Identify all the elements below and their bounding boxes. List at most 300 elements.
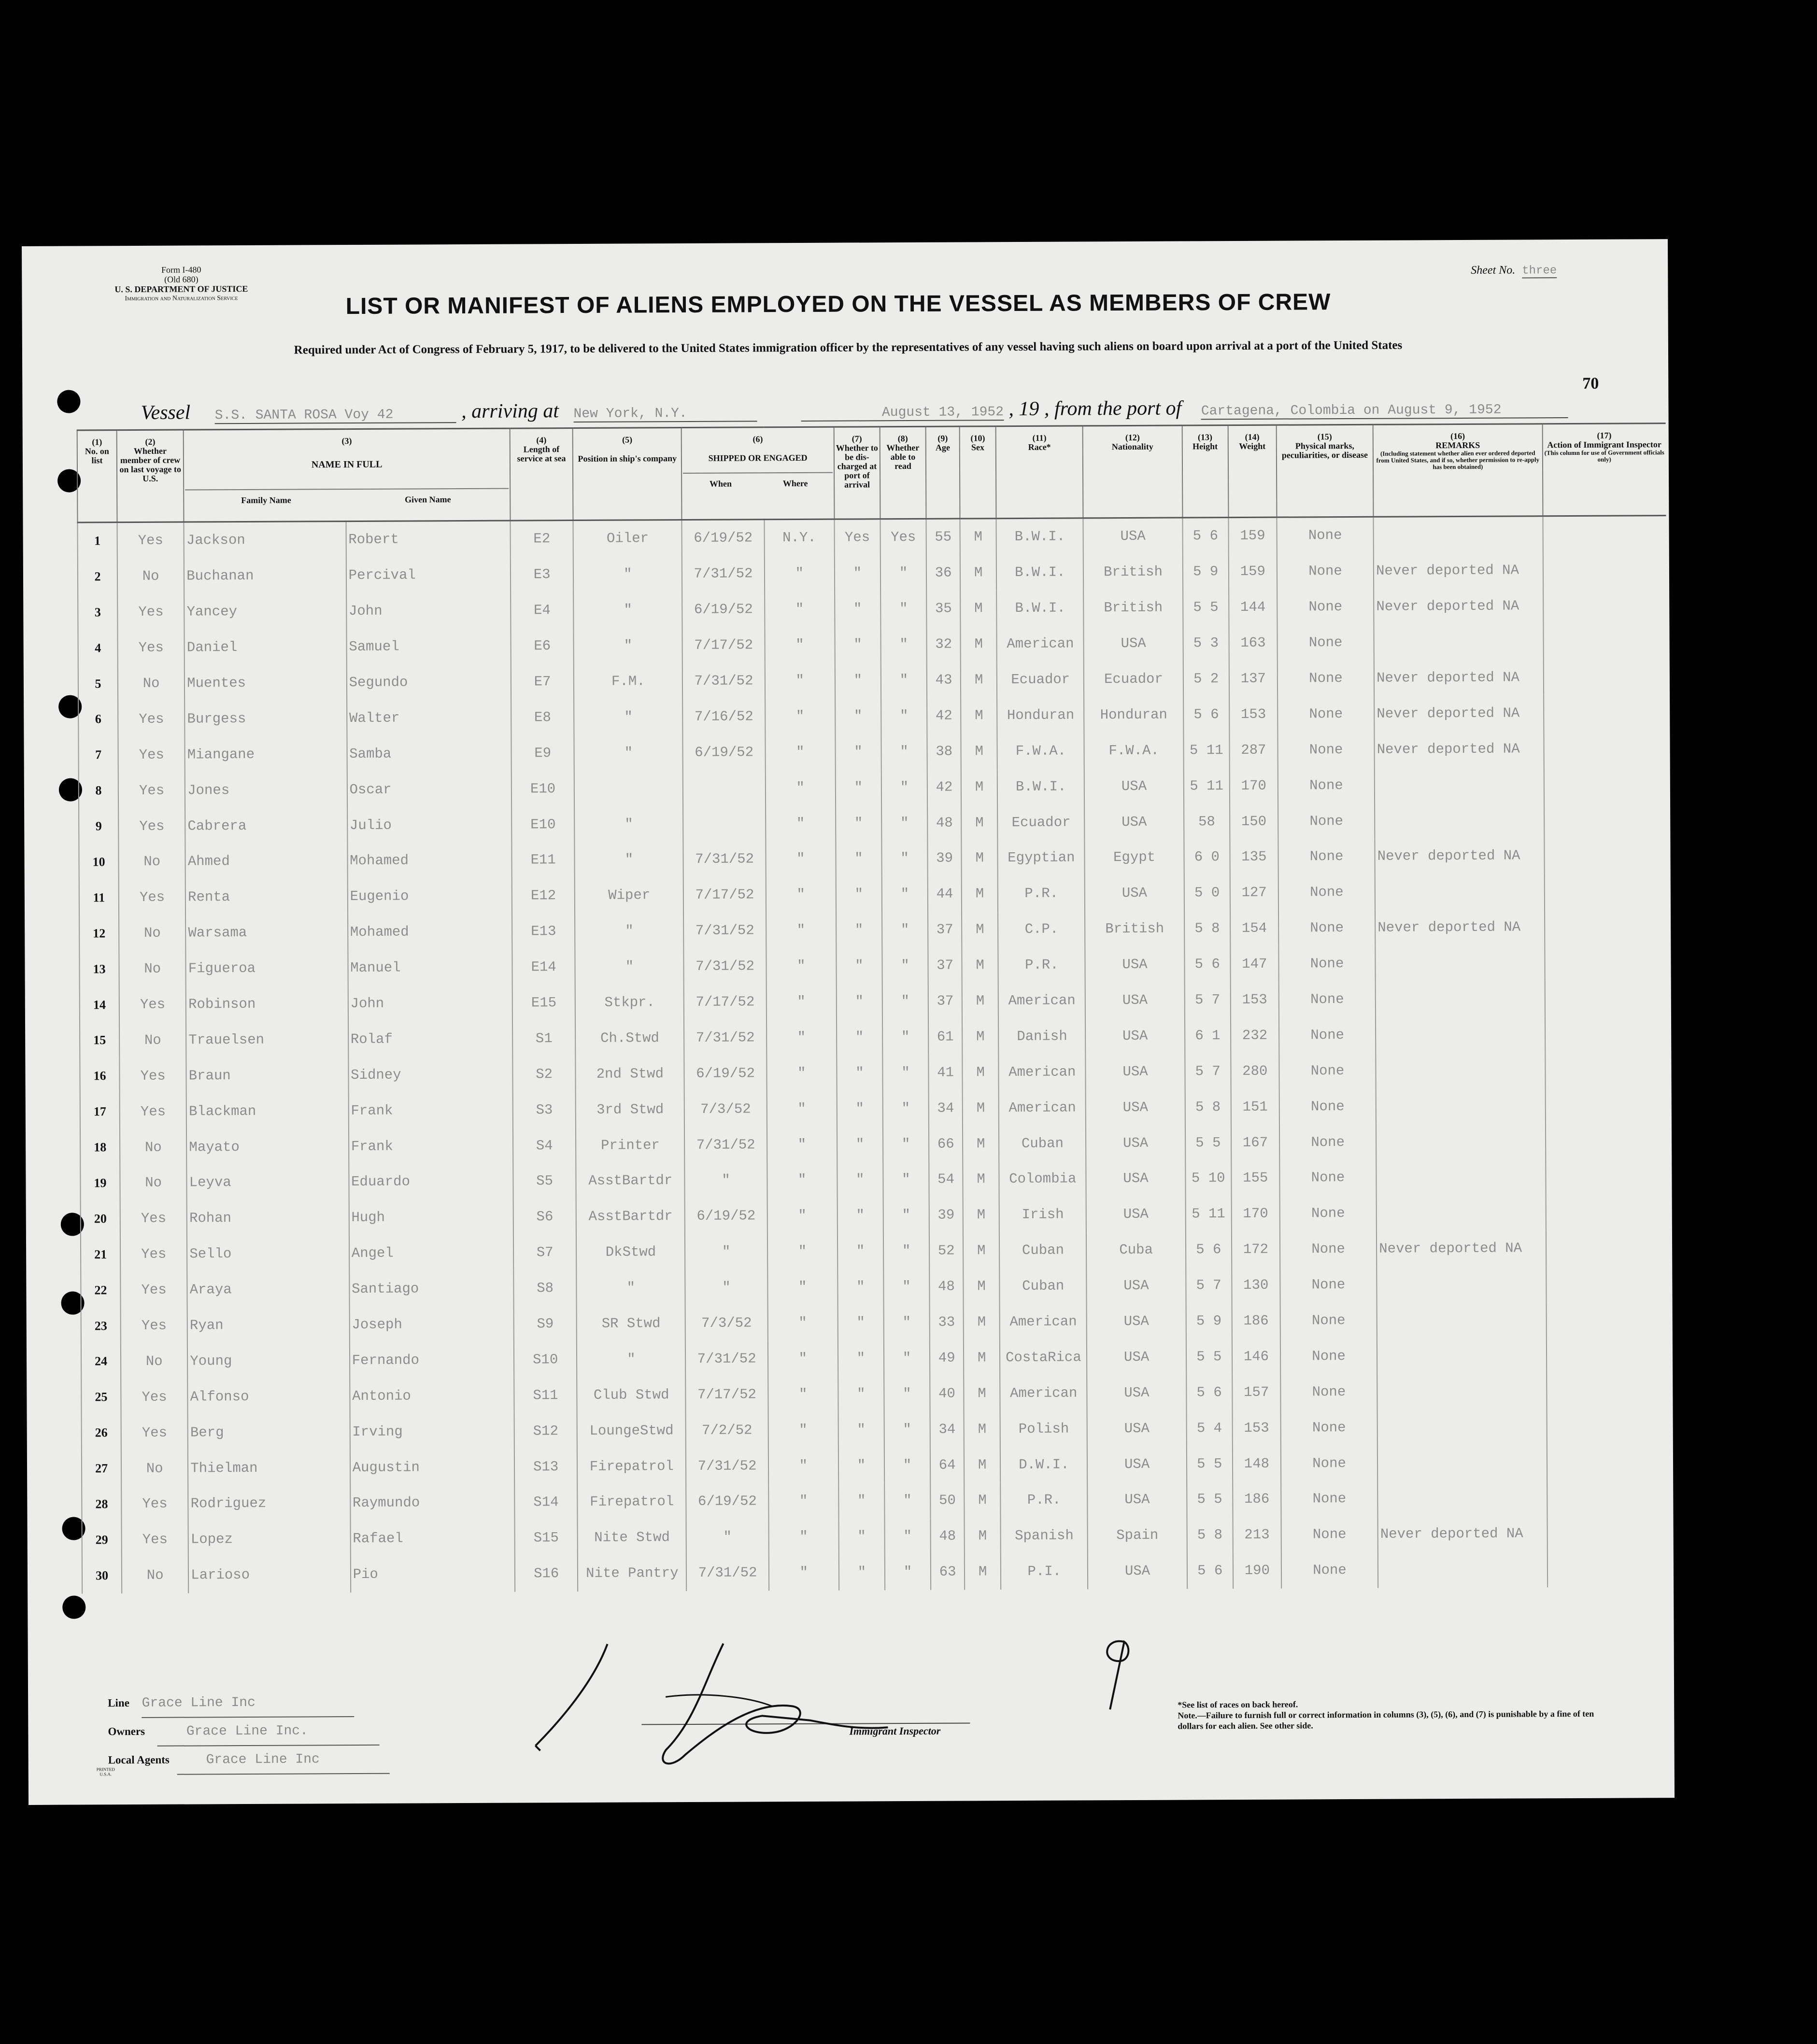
cell-sex: M bbox=[960, 555, 996, 591]
cell-where: " bbox=[765, 770, 835, 806]
note-label: Note. bbox=[1178, 1710, 1197, 1720]
cell-marks: None bbox=[1278, 803, 1375, 839]
vessel-name: S.S. SANTA ROSA Voy 42 bbox=[215, 407, 456, 424]
cell-read: " bbox=[883, 1162, 929, 1198]
cell-remarks bbox=[1374, 624, 1544, 660]
cell-marks: None bbox=[1279, 1088, 1377, 1125]
cell-nat: USA bbox=[1087, 1268, 1186, 1304]
cell-no: 26 bbox=[82, 1415, 121, 1451]
cell-read: " bbox=[884, 1376, 930, 1411]
cell-age: 61 bbox=[928, 1019, 962, 1055]
cell-age: 32 bbox=[927, 626, 961, 662]
cell-member: No bbox=[118, 844, 185, 880]
footer-block bbox=[108, 1689, 390, 1776]
punch-hole bbox=[62, 1595, 85, 1619]
cell-action bbox=[1545, 909, 1668, 945]
cell-no: 17 bbox=[80, 1094, 120, 1129]
cell-sex: M bbox=[961, 626, 997, 662]
cell-disch: " bbox=[836, 841, 881, 876]
cell-family: Cabrera bbox=[185, 807, 347, 844]
cell-when: 7/17/52 bbox=[686, 1377, 768, 1413]
cell-given: Manuel bbox=[348, 949, 512, 986]
cell-height: 5 8 bbox=[1185, 1089, 1231, 1125]
cell-age: 39 bbox=[929, 1197, 963, 1233]
crew-manifest-table bbox=[77, 423, 1671, 1593]
col-age: (9) Age bbox=[926, 426, 960, 519]
cell-given: John bbox=[348, 985, 512, 1021]
cell-disch: " bbox=[838, 1269, 883, 1305]
cell-position: " bbox=[575, 913, 684, 949]
cell-read: " bbox=[884, 1447, 930, 1483]
cell-read: " bbox=[883, 1233, 929, 1269]
cell-nat: USA bbox=[1086, 1054, 1185, 1090]
cell-marks: None bbox=[1277, 553, 1374, 590]
cell-service: E6 bbox=[511, 628, 574, 664]
cell-height: 5 6 bbox=[1187, 1553, 1233, 1589]
cell-disch: " bbox=[838, 1411, 884, 1447]
sheet-label: Sheet No. bbox=[1471, 264, 1516, 277]
cell-family: Lopez bbox=[188, 1521, 351, 1557]
cell-age: 37 bbox=[928, 947, 962, 983]
cell-no: 4 bbox=[78, 630, 117, 666]
cell-read: " bbox=[881, 662, 927, 698]
cell-given: Oscar bbox=[347, 771, 511, 807]
cell-when: 7/31/52 bbox=[685, 1341, 768, 1377]
cell-given: Julio bbox=[347, 807, 512, 843]
cell-member: Yes bbox=[121, 1415, 188, 1451]
cell-nat: USA bbox=[1086, 1161, 1186, 1197]
cell-member: Yes bbox=[117, 594, 184, 630]
cell-action bbox=[1544, 873, 1668, 909]
cell-service: S10 bbox=[514, 1341, 577, 1377]
form-block bbox=[80, 265, 283, 304]
cell-member: No bbox=[120, 1165, 186, 1201]
col-given-name: Given Name bbox=[405, 494, 451, 505]
cell-member: Yes bbox=[119, 879, 185, 915]
cell-height: 5 9 bbox=[1182, 554, 1228, 590]
cell-remarks bbox=[1376, 1088, 1546, 1124]
cell-action bbox=[1546, 1123, 1669, 1159]
cell-service: S15 bbox=[515, 1520, 578, 1556]
cell-nat: USA bbox=[1085, 1018, 1185, 1054]
cell-where: " bbox=[768, 1519, 838, 1555]
cell-nat: F.W.A. bbox=[1084, 733, 1184, 769]
col-shipped-where: Where bbox=[782, 478, 808, 489]
cell-member: No bbox=[122, 1557, 188, 1593]
cell-given: Eduardo bbox=[349, 1164, 513, 1200]
year-label: , 19 bbox=[1008, 397, 1039, 421]
cell-weight: 151 bbox=[1231, 1089, 1279, 1125]
cell-read: " bbox=[880, 591, 926, 627]
cell-when: 7/31/52 bbox=[682, 556, 765, 592]
cell-remarks bbox=[1375, 766, 1544, 803]
cell-no: 27 bbox=[82, 1451, 121, 1486]
cell-position: Firepatrol bbox=[577, 1448, 686, 1484]
cell-when: 6/19/52 bbox=[682, 520, 765, 556]
cell-service: S6 bbox=[513, 1199, 576, 1235]
cell-weight: 159 bbox=[1229, 554, 1277, 590]
cell-service: S1 bbox=[512, 1020, 575, 1056]
cell-age: 35 bbox=[926, 591, 960, 626]
cell-weight: 167 bbox=[1231, 1125, 1279, 1160]
cell-service: E9 bbox=[511, 735, 574, 771]
cell-when: 7/31/52 bbox=[684, 1020, 767, 1056]
cell-member: Yes bbox=[120, 1200, 187, 1236]
cell-race: American bbox=[998, 983, 1086, 1019]
cell-disch: " bbox=[835, 734, 881, 770]
cell-nat: USA bbox=[1084, 768, 1184, 804]
col-action: (17) Action of Immigrant Inspector (This column for use of Government officials only) bbox=[1542, 423, 1666, 516]
cell-family: Sello bbox=[187, 1236, 349, 1272]
initial-scribble bbox=[1091, 1632, 1149, 1715]
cell-remarks: Never deported NA bbox=[1377, 1230, 1546, 1267]
cell-height: 5 6 bbox=[1186, 1374, 1232, 1410]
cell-given: Frank bbox=[349, 1128, 513, 1164]
cell-member: Yes bbox=[118, 773, 185, 808]
cell-family: Figueroa bbox=[186, 950, 348, 987]
cell-disch: " bbox=[838, 1447, 884, 1483]
cell-given: Samuel bbox=[346, 628, 511, 664]
cell-marks: None bbox=[1280, 1231, 1377, 1268]
cell-race: Ecuador bbox=[997, 804, 1085, 841]
cell-service: S2 bbox=[512, 1056, 575, 1092]
cell-position: LoungeStwd bbox=[577, 1412, 686, 1449]
cell-position: DkStwd bbox=[576, 1234, 685, 1270]
cell-weight: 153 bbox=[1230, 982, 1278, 1017]
cell-remarks bbox=[1376, 1159, 1546, 1195]
cell-family: Jones bbox=[185, 772, 347, 808]
cell-age: 38 bbox=[927, 733, 961, 769]
cell-no: 25 bbox=[81, 1380, 121, 1415]
cell-position: F.M. bbox=[574, 663, 683, 700]
cell-no: 10 bbox=[79, 844, 118, 880]
cell-weight: 135 bbox=[1230, 839, 1278, 875]
table-row bbox=[78, 730, 1667, 773]
cell-sex: M bbox=[962, 947, 998, 983]
col-nationality: (12) Nationality bbox=[1083, 425, 1182, 518]
cell-where: " bbox=[766, 805, 836, 842]
cell-action bbox=[1545, 1051, 1669, 1087]
cell-sex: M bbox=[964, 1447, 1000, 1482]
agents-value: Grace Line Inc bbox=[177, 1746, 389, 1775]
cell-service: E8 bbox=[511, 699, 574, 735]
cell-marks: None bbox=[1280, 1410, 1377, 1446]
cell-no: 9 bbox=[79, 808, 118, 844]
table-row bbox=[80, 1051, 1668, 1094]
cell-no: 8 bbox=[79, 773, 118, 808]
cell-position bbox=[574, 770, 683, 806]
table-row bbox=[82, 1408, 1670, 1451]
cell-action bbox=[1543, 659, 1667, 695]
cell-disch: " bbox=[837, 1162, 883, 1198]
cell-sex: M bbox=[964, 1411, 1000, 1447]
cell-sex: M bbox=[962, 840, 998, 876]
cell-disch: " bbox=[838, 1483, 884, 1519]
cell-position: " bbox=[574, 734, 683, 771]
cell-where: " bbox=[767, 1233, 838, 1269]
table-row bbox=[79, 802, 1667, 844]
cell-weight: 148 bbox=[1233, 1446, 1281, 1481]
cell-family: Larioso bbox=[188, 1557, 351, 1593]
cell-marks: None bbox=[1277, 624, 1374, 661]
cell-family: Rohan bbox=[187, 1200, 349, 1236]
cell-height: 5 5 bbox=[1187, 1446, 1233, 1481]
cell-read: " bbox=[880, 627, 926, 663]
cell-weight: 130 bbox=[1232, 1267, 1280, 1303]
cell-position: Oiler bbox=[573, 520, 682, 557]
cell-member: Yes bbox=[117, 522, 184, 559]
cell-remarks: Never deported NA bbox=[1374, 552, 1543, 589]
cell-race: B.W.I. bbox=[996, 554, 1084, 591]
cell-where: " bbox=[767, 1091, 837, 1127]
cell-height: 5 5 bbox=[1183, 590, 1229, 625]
cell-nat: USA bbox=[1085, 946, 1185, 983]
col-race: (11) Race* bbox=[996, 426, 1083, 519]
cell-remarks bbox=[1377, 1444, 1547, 1480]
cell-service: E14 bbox=[512, 949, 575, 985]
cell-given: Joseph bbox=[349, 1306, 514, 1342]
cell-sex: M bbox=[964, 1340, 1000, 1376]
cell-where: " bbox=[765, 591, 835, 627]
cell-nat: British bbox=[1084, 590, 1183, 626]
cell-member: Yes bbox=[119, 987, 186, 1022]
cell-height: 5 10 bbox=[1185, 1160, 1231, 1196]
cell-family: Blackman bbox=[186, 1093, 349, 1129]
cell-member: Yes bbox=[118, 701, 185, 737]
cell-given: John bbox=[346, 592, 511, 629]
cell-height: 5 3 bbox=[1183, 625, 1229, 661]
cell-weight: 159 bbox=[1228, 517, 1277, 554]
cell-sex: M bbox=[961, 662, 997, 698]
cell-marks: None bbox=[1281, 1481, 1378, 1517]
cell-member: Yes bbox=[118, 630, 185, 665]
arrival-date: August 13, 1952 bbox=[801, 405, 1004, 422]
cell-sex: M bbox=[963, 1090, 999, 1126]
cell-sex: M bbox=[962, 1055, 998, 1090]
cell-weight: 137 bbox=[1229, 661, 1278, 696]
col-service: (4) Length of service at sea bbox=[510, 428, 573, 521]
cell-weight: 170 bbox=[1231, 1196, 1279, 1232]
cell-weight: 146 bbox=[1232, 1339, 1280, 1374]
cell-given: Samba bbox=[347, 735, 511, 772]
cell-given: Antonio bbox=[350, 1378, 514, 1414]
cell-position: 2nd Stwd bbox=[576, 1056, 685, 1092]
cell-when: 7/31/52 bbox=[684, 913, 767, 949]
cell-race: American bbox=[999, 1054, 1086, 1090]
table-row bbox=[78, 552, 1666, 594]
arriving-port: New York, N.Y. bbox=[573, 406, 757, 423]
cell-when: 7/17/52 bbox=[684, 984, 767, 1020]
cell-race: American bbox=[999, 1090, 1086, 1126]
cell-race: Spanish bbox=[1001, 1518, 1088, 1554]
cell-position: 3rd Stwd bbox=[576, 1091, 685, 1128]
cell-marks: None bbox=[1278, 839, 1375, 875]
cell-read: " bbox=[880, 555, 926, 591]
cell-marks: None bbox=[1280, 1267, 1377, 1303]
table-row bbox=[78, 659, 1667, 702]
cell-disch: " bbox=[836, 876, 882, 912]
cell-weight: 190 bbox=[1233, 1552, 1281, 1588]
cell-remarks bbox=[1377, 1266, 1546, 1302]
cell-when: 7/16/52 bbox=[683, 699, 766, 735]
cell-marks: None bbox=[1278, 660, 1375, 696]
table-row bbox=[81, 1373, 1670, 1415]
sheet-number bbox=[1471, 264, 1557, 278]
cell-age: 37 bbox=[928, 983, 962, 1019]
cell-action bbox=[1545, 980, 1668, 1016]
cell-age: 55 bbox=[926, 519, 960, 555]
cell-no: 3 bbox=[78, 594, 117, 630]
cell-member: Yes bbox=[122, 1522, 188, 1557]
cell-no: 1 bbox=[77, 522, 117, 559]
cell-given: Rafael bbox=[350, 1521, 515, 1557]
cell-when: " bbox=[685, 1234, 767, 1270]
cell-family: Mayato bbox=[186, 1128, 349, 1165]
cell-marks: None bbox=[1278, 945, 1376, 982]
cell-marks: None bbox=[1280, 1338, 1377, 1374]
cell-sex: M bbox=[961, 804, 997, 840]
cell-read: " bbox=[882, 948, 928, 984]
cell-where: " bbox=[768, 1412, 838, 1448]
page-number: 70 bbox=[1582, 374, 1599, 393]
cell-sex: M bbox=[962, 1019, 998, 1055]
cell-race: CostaRica bbox=[1000, 1339, 1087, 1376]
table-row bbox=[80, 1123, 1669, 1165]
cell-action bbox=[1547, 1480, 1671, 1516]
cell-height: 5 11 bbox=[1185, 1196, 1231, 1232]
cell-where: " bbox=[767, 1055, 837, 1091]
cell-no: 15 bbox=[80, 1023, 119, 1058]
cell-no: 20 bbox=[81, 1201, 120, 1237]
cell-disch: " bbox=[836, 912, 882, 948]
cell-remarks bbox=[1375, 945, 1545, 981]
cell-member: Yes bbox=[121, 1486, 188, 1522]
cell-read: " bbox=[881, 733, 927, 769]
cell-height: 5 5 bbox=[1186, 1339, 1232, 1375]
cell-family: Thielman bbox=[188, 1450, 350, 1486]
cell-where: " bbox=[766, 948, 836, 984]
cell-service: E10 bbox=[511, 806, 574, 842]
cell-nat: British bbox=[1085, 911, 1184, 947]
cell-no: 11 bbox=[79, 880, 119, 916]
cell-action bbox=[1543, 516, 1666, 553]
cell-no: 14 bbox=[80, 987, 119, 1023]
table-row bbox=[79, 766, 1667, 808]
cell-member: Yes bbox=[120, 1094, 186, 1129]
cell-position: " bbox=[573, 556, 682, 592]
cell-service: S4 bbox=[513, 1128, 576, 1163]
cell-action bbox=[1545, 1016, 1669, 1052]
cell-age: 33 bbox=[930, 1304, 964, 1340]
cell-where: " bbox=[767, 1305, 838, 1341]
cell-nat: USA bbox=[1088, 1553, 1187, 1589]
cell-member: No bbox=[120, 1129, 186, 1165]
cell-service: S3 bbox=[513, 1092, 576, 1128]
cell-remarks bbox=[1378, 1551, 1547, 1588]
cell-nat: USA bbox=[1087, 1375, 1187, 1411]
cell-when: 6/19/52 bbox=[684, 1056, 767, 1092]
cell-weight: 157 bbox=[1232, 1374, 1280, 1410]
cell-remarks: Never deported NA bbox=[1378, 1516, 1547, 1552]
col-discharged: (7) Whether to be dis-charged at port of arrival bbox=[834, 427, 880, 519]
cell-position: " bbox=[574, 806, 683, 842]
cell-when: 6/19/52 bbox=[683, 734, 766, 771]
cell-remarks bbox=[1377, 1302, 1547, 1338]
cell-nat: USA bbox=[1086, 1125, 1185, 1161]
cell-remarks bbox=[1376, 1123, 1546, 1159]
table-row bbox=[79, 944, 1668, 987]
cell-age: 41 bbox=[928, 1055, 962, 1090]
table-body bbox=[77, 516, 1671, 1594]
from-label: , from the port of bbox=[1044, 397, 1182, 420]
cell-service: S7 bbox=[513, 1235, 576, 1270]
cell-service: S11 bbox=[514, 1377, 577, 1413]
cell-position: AsstBartdr bbox=[576, 1198, 685, 1235]
cell-disch: " bbox=[835, 663, 881, 698]
cell-disch: " bbox=[837, 1198, 883, 1233]
cell-disch: " bbox=[838, 1376, 884, 1412]
cell-marks: None bbox=[1279, 1053, 1376, 1089]
cell-position: " bbox=[574, 699, 683, 735]
cell-no: 6 bbox=[78, 702, 118, 737]
cell-family: Ahmed bbox=[185, 843, 348, 879]
races-note: *See list of races on back hereof. bbox=[1178, 1699, 1298, 1710]
cell-service: S9 bbox=[514, 1306, 577, 1342]
col-remarks: (16) REMARKS (Including statement whether alien ever ordered deported from United States, and if so, whether permission to re-apply has been obtained) bbox=[1373, 424, 1543, 517]
cell-where: N.Y. bbox=[764, 519, 834, 556]
cell-race: P.R. bbox=[998, 947, 1086, 983]
cell-where: " bbox=[767, 1198, 837, 1234]
cell-where: " bbox=[765, 734, 835, 770]
cell-nat: USA bbox=[1088, 1482, 1187, 1518]
cell-marks: None bbox=[1281, 1552, 1378, 1589]
cell-given: Mohamed bbox=[347, 843, 512, 879]
cell-sex: M bbox=[961, 769, 997, 804]
cell-no: 29 bbox=[82, 1522, 122, 1558]
form-old-number: (Old 680) bbox=[164, 274, 199, 284]
col-name: (3) NAME IN FULL Family Name Given Name bbox=[184, 428, 511, 522]
cell-family: Warsama bbox=[185, 915, 348, 951]
cell-disch: " bbox=[835, 698, 881, 734]
cell-race: Honduran bbox=[997, 697, 1084, 733]
cell-action bbox=[1546, 1194, 1669, 1230]
table-row bbox=[78, 623, 1666, 666]
cell-where: " bbox=[767, 1162, 837, 1198]
cell-given: Frank bbox=[348, 1092, 513, 1128]
cell-nat: USA bbox=[1085, 982, 1185, 1018]
cell-family: Araya bbox=[187, 1271, 350, 1308]
cell-family: Trauelsen bbox=[186, 1022, 348, 1058]
cell-where: " bbox=[766, 877, 836, 913]
cell-sex: M bbox=[963, 1126, 999, 1161]
cell-member: Yes bbox=[121, 1308, 187, 1343]
cell-when: 7/31/52 bbox=[684, 1127, 767, 1163]
cell-service: E15 bbox=[512, 985, 575, 1021]
inspector-label: Immigrant Inspector bbox=[849, 1724, 941, 1737]
cell-nat: USA bbox=[1083, 518, 1183, 554]
cell-nat: USA bbox=[1087, 1446, 1187, 1482]
cell-height: 5 6 bbox=[1182, 518, 1228, 554]
cell-position: Nite Stwd bbox=[578, 1520, 687, 1556]
cell-action bbox=[1547, 1515, 1671, 1551]
table-row bbox=[79, 909, 1668, 951]
cell-where: " bbox=[766, 984, 836, 1020]
cell-family: Miangane bbox=[185, 736, 347, 772]
cell-race: P.R. bbox=[998, 875, 1085, 912]
cell-height: 5 5 bbox=[1187, 1481, 1233, 1517]
cell-remarks bbox=[1377, 1373, 1547, 1410]
cell-height: 5 11 bbox=[1183, 732, 1229, 768]
